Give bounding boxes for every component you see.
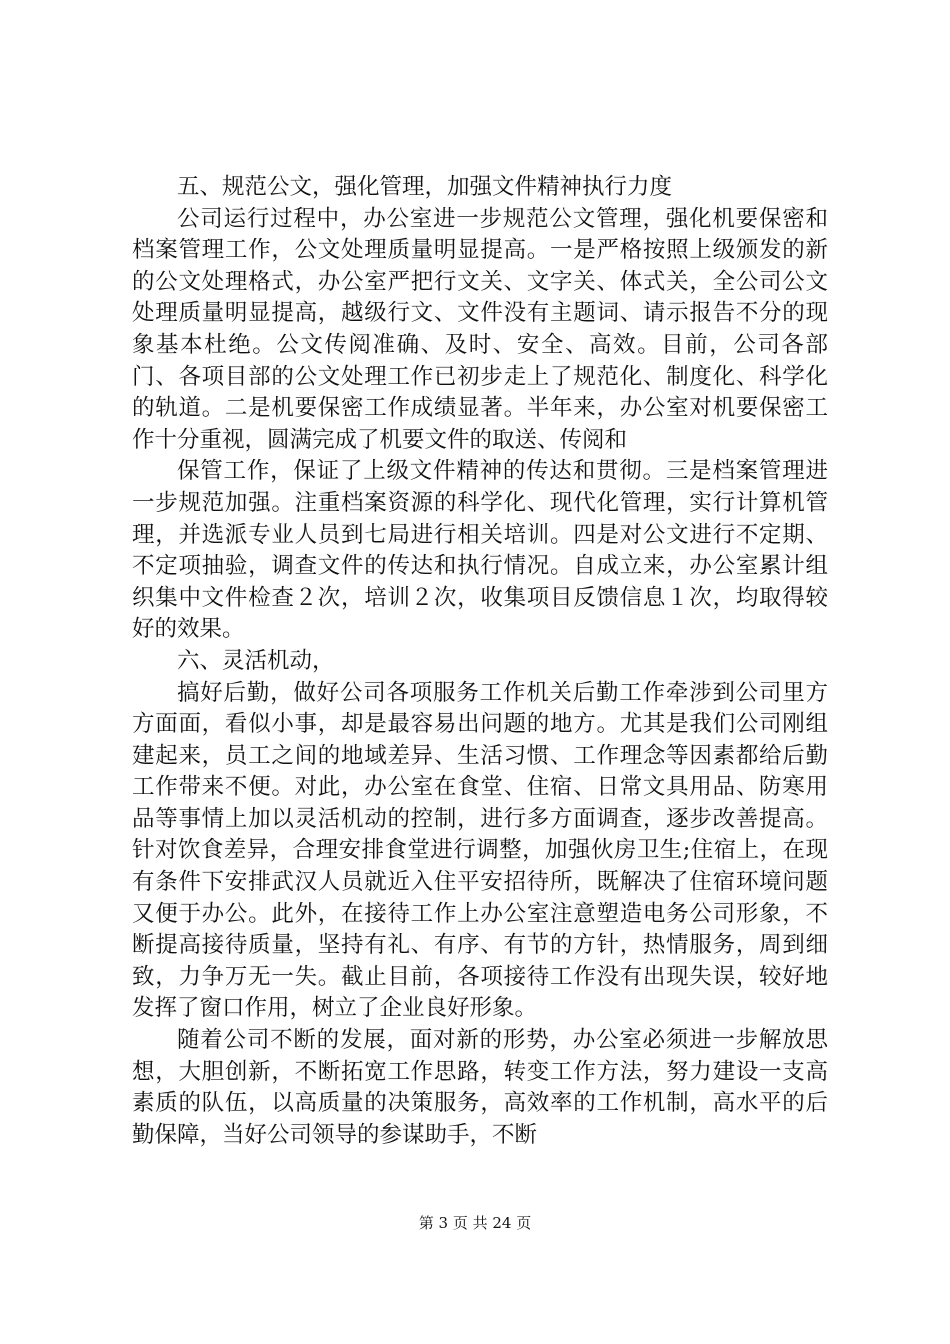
section-heading: 五、规范公文，强化管理，加强文件精神执行力度 — [177, 174, 673, 200]
document-body — [132, 172, 828, 1151]
body-paragraph: 搞好后勤，做好公司各项服务工作机关后勤工作牵涉到公司里方方面面，看似小事，却是最容易出问题的地方。尤其是我们公司刚组建起来，员工之间的地域差异、生活习惯、工作理念等因素都给后勤工作带来不便。对此，办公室在食堂、住宿、日常文具用品、防寒用品等事情上加以灵活机动的控制，进行多方面调查，逐步改善提高。针对饮食差异，合理安排食堂进行调整，加强伙房卫生;住宿上，在现有条件下安排武汉人员就近入住平安招待所，既解决了住宿环境问题又便于办公。此外，在接待工作上办公室注意塑造电务公司形象，不断提高接待质量，坚持有礼、有序、有节的方针，热情服务，周到细致，力争万无一失。截止目前，各项接待工作没有出现失误，较好地发挥了窗口作用，树立了企业良好形象。 — [132, 679, 828, 1022]
body-paragraph: 随着公司不断的发展，面对新的形势，办公室必须进一步解放思想，大胆创新，不断拓宽工作思路，转变工作方法，努力建设一支高素质的队伍，以高质量的决策服务，高效率的工作机制，高水平的后勤保障，当好公司领导的参谋助手，不断 — [132, 1027, 828, 1148]
body-paragraph: 公司运行过程中，办公室进一步规范公文管理，强化机要保密和档案管理工作，公文处理质量明显提高。一是严格按照上级颁发的新的公文处理格式，办公室严把行文关、文字关、体式关，全公司公文处理质量明显提高，越级行文、文件没有主题词、请示报告不分的现象基本杜绝。公文传阅准确、及时、安全、高效。目前，公司各部门、各项目部的公文处理工作已初步走上了规范化、制度化、科学化的轨道。二是机要保密工作成绩显著。半年来，办公室对机要保密工作十分重视，圆满完成了机要文件的取送、传阅和 — [132, 205, 828, 453]
body-paragraph: 保管工作，保证了上级文件精神的传达和贯彻。三是档案管理进一步规范加强。注重档案资源的科学化、现代化管理，实行计算机管理，并选派专业人员到七局进行相关培训。四是对公文进行不定期、不定项抽验，调查文件的传达和执行情况。自成立来，办公室累计组织集中文件检查２次，培训２次，收集项目反馈信息１次，均取得较好的效果。 — [132, 458, 828, 643]
page-number-footer: 第 3 页 共 24 页 — [418, 1214, 532, 1232]
section-heading: 六、灵活机动， — [177, 647, 335, 674]
